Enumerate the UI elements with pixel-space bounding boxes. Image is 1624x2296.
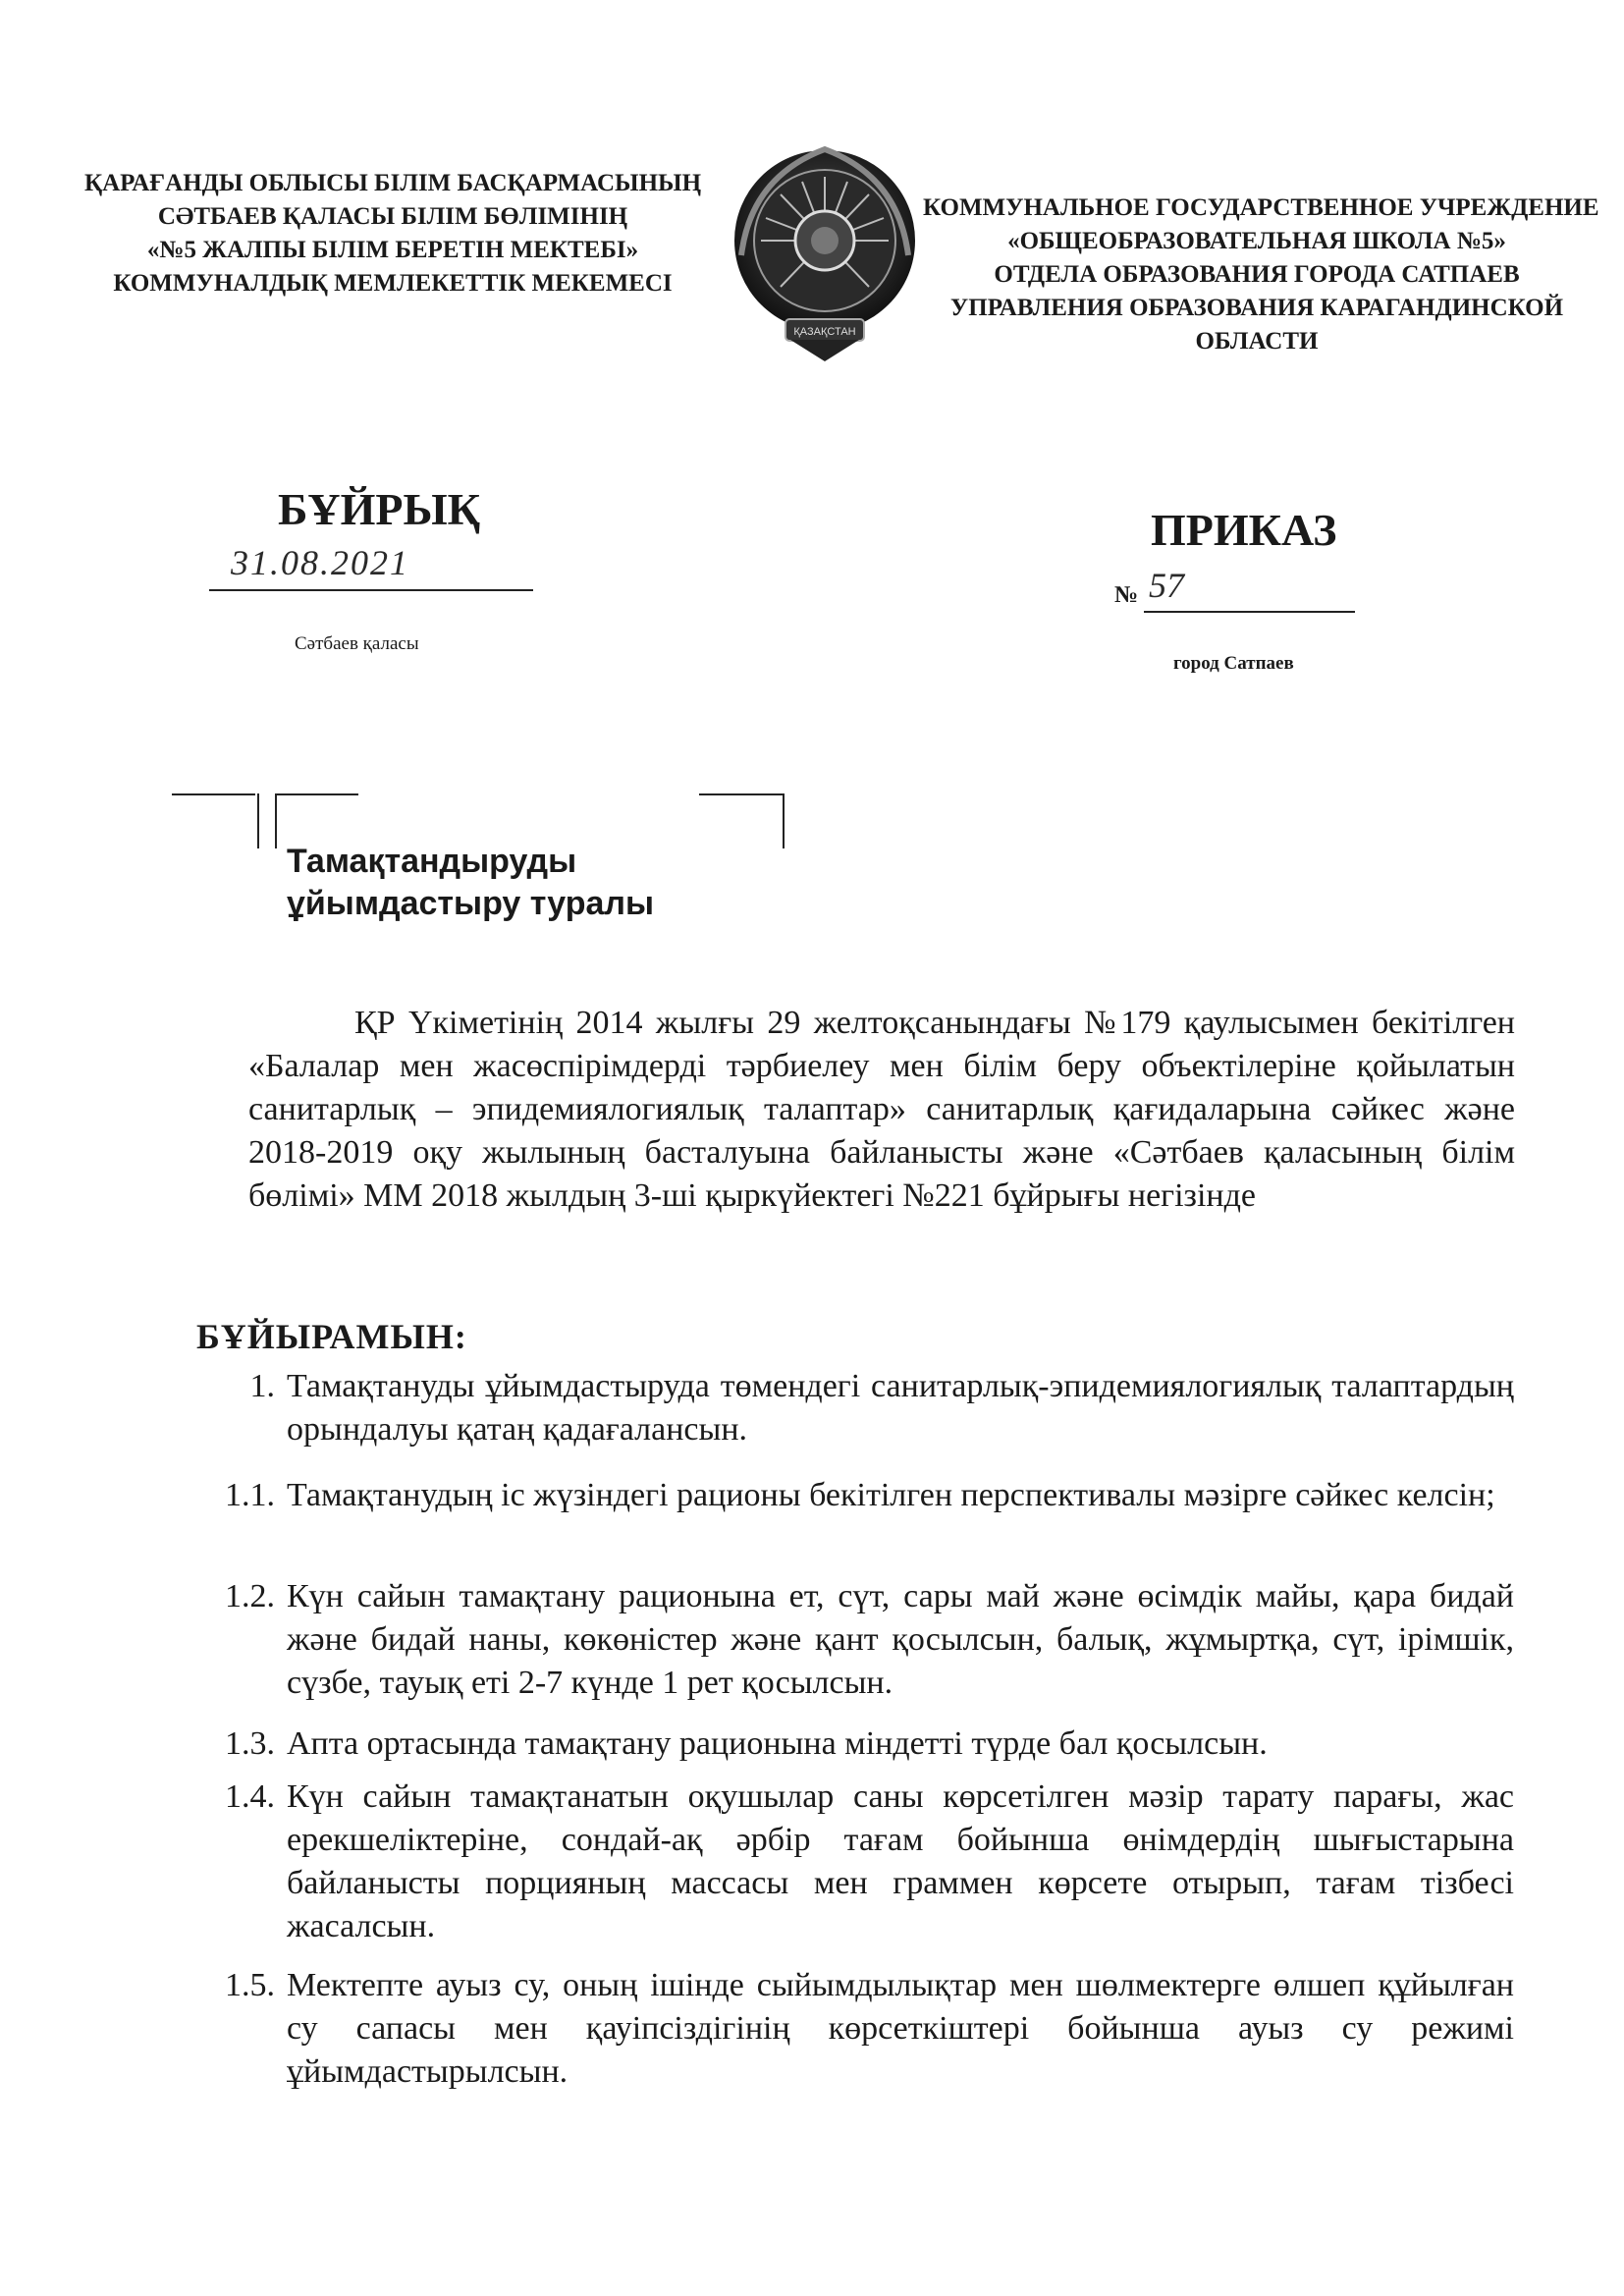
subject-bracket <box>275 793 277 848</box>
list-item-text: Апта ортасында тамақтану рационына міндетті түрде бал қосылсын. <box>287 1725 1268 1762</box>
city-ru: город Сатпаев <box>1173 653 1294 674</box>
org-header-ru-line: КОММУНАЛЬНОЕ ГОСУДАРСТВЕННОЕ УЧРЕЖДЕНИЕ <box>923 194 1599 221</box>
order-number: 57 <box>1149 566 1184 605</box>
preamble-paragraph: ҚР Үкіметінің 2014 жылғы 29 желтоқсанындағы №179 қаулысымен бекітілген «Балалар мен жасөспірімдерді тәрбиелеу мен білім беру объектілеріне қойылатын санитарлық – эпидемиялогиялық талаптар» санитарлық қағидаларына сәйкес және 2018-2019 оқу жылының басталуына байланысты және «Сәтбаев қаласының білім бөлімі» ММ 2018 жылдың 3-ші қыркүйектегі №221 бұйрығы негізінде <box>248 1005 1515 1214</box>
org-header-kz-line: КОММУНАЛДЫҚ МЕМЛЕКЕТТІК МЕКЕМЕСІ <box>113 270 673 297</box>
subject-bracket <box>257 793 259 848</box>
list-item-number: 1. <box>249 1368 275 1404</box>
list-item-number: 1.2. <box>225 1578 275 1614</box>
date-underline <box>209 589 533 591</box>
list-item-text: Күн сайын тамақтану рационына ет, сүт, сары май және өсімдік майы, қара бидай және бидай наны, көкөністер және қант қосылсын, балық, жұмыртқа, сүт, ірімшік, сүзбе, тауық еті 2-7 күнде 1 рет қосылсын. <box>287 1578 1514 1701</box>
list-item-number: 1.3. <box>225 1725 275 1762</box>
emblem-text: ҚАЗАҚСТАН <box>793 326 856 338</box>
list-item-text: Тамақтанудың іс жүзіндегі рационы бекітілген перспективалы мәзірге сәйкес келсін; <box>287 1477 1495 1513</box>
subject-line: ұйымдастыру туралы <box>287 885 655 922</box>
order-number-label: № <box>1114 582 1139 608</box>
list-item-text: Мектепте ауыз су, оның ішінде сыйымдылықтар мен шөлмектерге өлшеп құйылған су сапасы мен қауіпсіздігінің көрсеткіштері бойынша ауыз су режимі ұйымдастырылсын. <box>287 1967 1514 2090</box>
org-header-ru-line: «ОБЩЕОБРАЗОВАТЕЛЬНАЯ ШКОЛА №5» <box>1007 228 1506 254</box>
subject-line: Тамақтандыруды <box>287 843 577 880</box>
order-date: 31.08.2021 <box>231 543 409 582</box>
org-header-kz <box>79 167 707 301</box>
order-word: БҰЙЫРАМЫН: <box>196 1317 467 1356</box>
org-header-ru-line: УПРАВЛЕНИЯ ОБРАЗОВАНИЯ КАРАГАНДИНСКОЙ <box>949 295 1564 321</box>
list-item-number: 1.4. <box>225 1778 275 1815</box>
list-item-number: 1.5. <box>225 1967 275 2003</box>
org-header-ru-line: ОБЛАСТИ <box>1195 328 1319 355</box>
number-underline <box>1144 611 1355 613</box>
city-kz: Сәтбаев қаласы <box>295 633 419 654</box>
subject-bracket <box>699 793 783 795</box>
subject-bracket <box>275 793 358 795</box>
subject-bracket <box>172 793 255 795</box>
list-item-number: 1.1. <box>225 1477 275 1513</box>
org-header-kz-line: «№5 ЖАЛПЫ БІЛІМ БЕРЕТІН МЕКТЕБІ» <box>146 237 639 263</box>
subject-bracket <box>783 793 785 848</box>
kazakhstan-state-emblem-icon <box>731 137 918 363</box>
org-header-kz-line: ҚАРАҒАНДЫ ОБЛЫСЫ БІЛІМ БАСҚАРМАСЫНЫҢ <box>83 170 702 196</box>
org-header-kz-line: СӘТБАЕВ ҚАЛАСЫ БІЛІМ БӨЛІМІНІҢ <box>157 203 628 230</box>
org-header-ru <box>923 191 1599 358</box>
list-item-text: Тамақтануды ұйымдастыруда төмендегі санитарлық-эпидемиялогиялық талаптардың орындалуы қатаң қадағалансын. <box>287 1368 1514 1448</box>
list-item-text: Күн сайын тамақтанатын оқушылар саны көрсетілген мәзір тарату парағы, жас ерекшеліктеріне, сондай-ақ әрбір тағам бойынша өнімдердің шығыстарына байланысты порцияның массасы мен граммен көрсете отырып, тағам тізбесі жасалсын. <box>287 1778 1514 1944</box>
order-title-ru: ПРИКАЗ <box>1151 505 1337 555</box>
org-header-ru-line: ОТДЕЛА ОБРАЗОВАНИЯ ГОРОДА САТПАЕВ <box>994 261 1520 288</box>
order-title-kz: БҰЙРЫҚ <box>278 484 481 534</box>
